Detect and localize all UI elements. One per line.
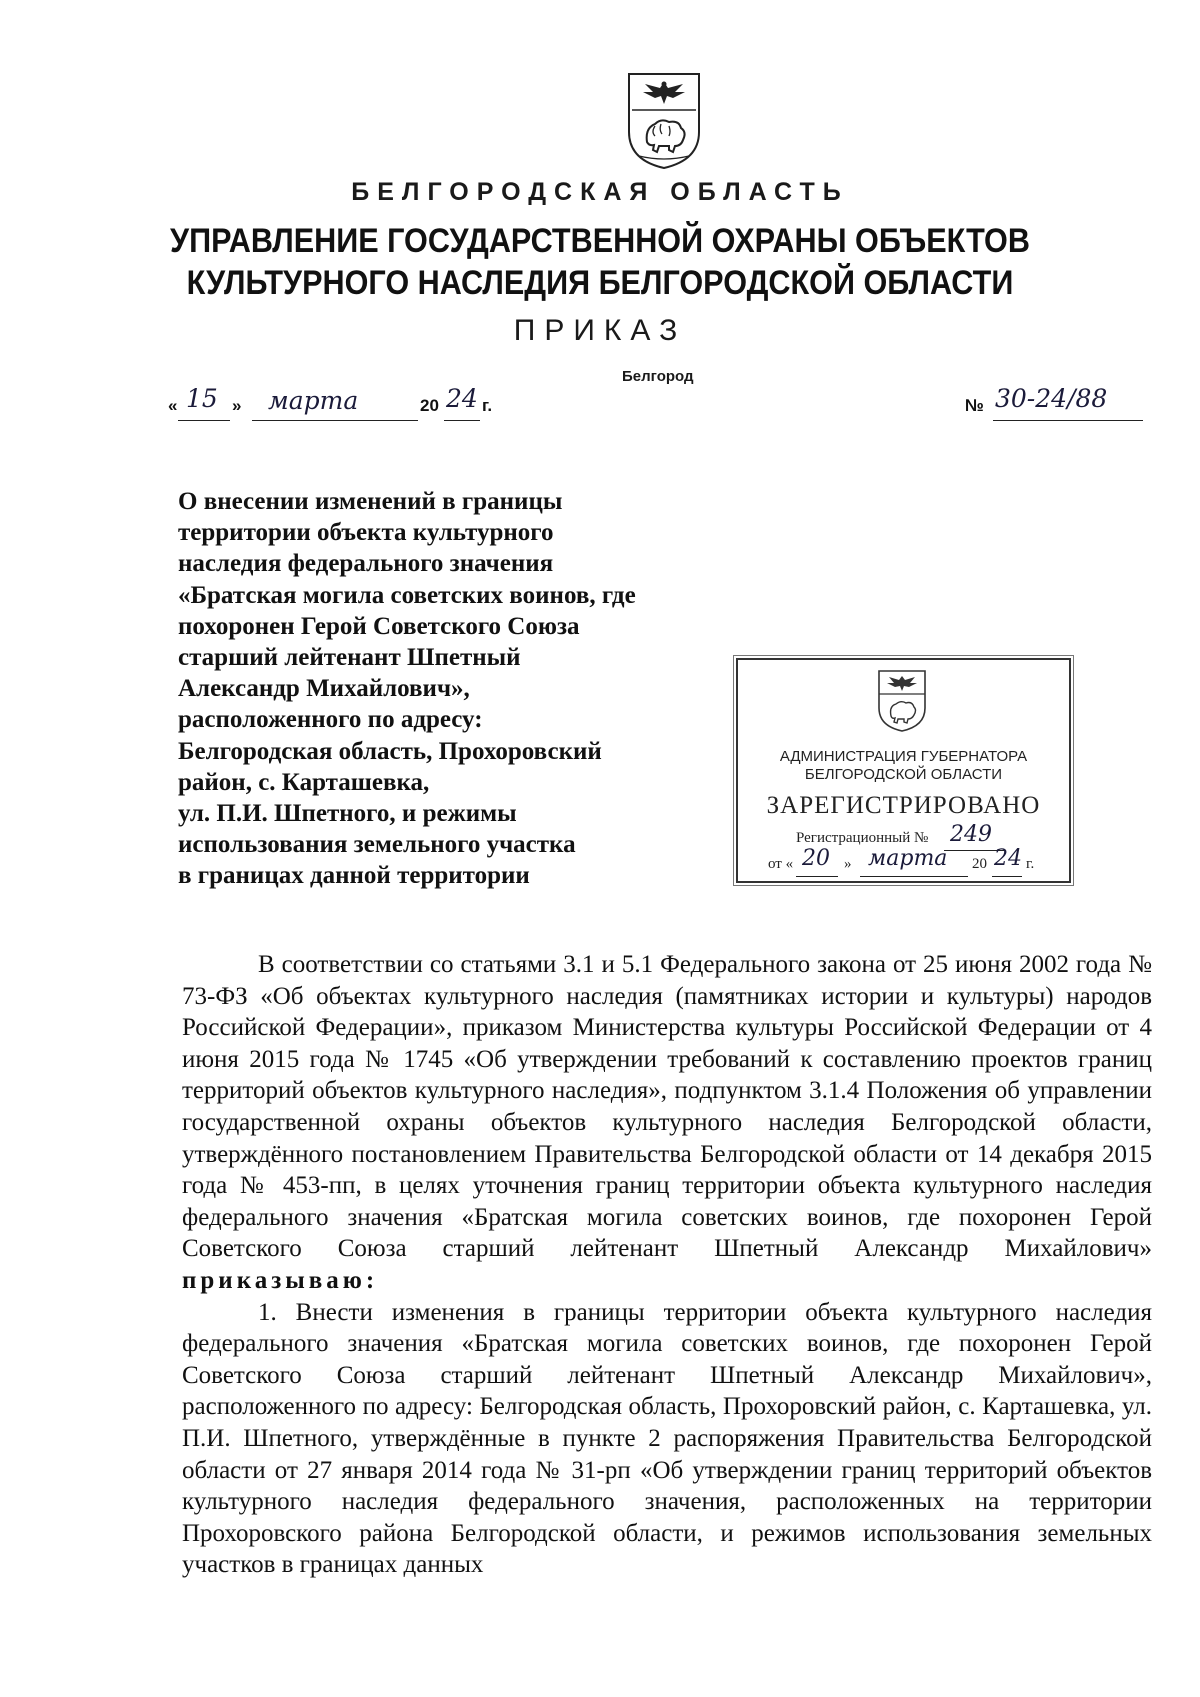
number-prefix: № (965, 396, 984, 415)
stamp-number-handwritten: 249 (950, 822, 992, 847)
stamp-day-underline (796, 876, 838, 877)
day-underline (178, 420, 230, 421)
number-underline (993, 420, 1143, 421)
stamp-month-underline (860, 876, 968, 877)
number-handwritten: 30-24/88 (995, 384, 1108, 413)
preamble-text: В соответствии со статьями 3.1 и 5.1 Федерального закона от 25 июня 2002 года № 73-ФЗ «Об объектах культурного наследия (памятниках истории и культуры) народов Российской Федерации», приказом Министерства культуры Российской Федерации от 4 июня 2015 года № 1745 «Об утверждении требований к составлению проектов границ территорий объектов культурного наследия», подпунктом 3.1.4 Положения об управлении государственной охраны объектов культурного наследия Белгородской области, утверждённого постановлением Правительства Белгородской области от 14 декабря 2015 года № 453-пп, в целях уточнения границ территории объекта культурного наследия федерального значения «Братская могила советских воинов, где похоронен Герой Советского Союза старший лейтенант Шпетный Александр Михайлович» (182, 951, 1152, 1263)
date-year-mark: г. (482, 396, 493, 415)
agency-name-line-1: УПРАВЛЕНИЕ ГОСУДАРСТВЕННОЙ ОХРАНЫ ОБЪЕКТОВ (170, 222, 1030, 260)
subject-line: О внесении изменений в границы (178, 488, 563, 515)
stamp-reg-label: Регистрационный № (796, 830, 929, 846)
order-subject (178, 486, 648, 892)
stamp-day-handwritten: 20 (802, 846, 830, 871)
stamp-administration (738, 748, 1069, 784)
subject-line: «Братская могила советских воинов, где (178, 581, 636, 609)
stamp-year-handwritten: 24 (994, 846, 1022, 871)
subject-line: район, с. Карташевка, (178, 768, 430, 796)
order-body (182, 949, 1152, 1581)
stamp-month-handwritten: марта (868, 846, 948, 871)
month-underline (252, 420, 418, 421)
date-close-quote: » (232, 396, 242, 415)
stamp-year-underline (992, 876, 1022, 877)
coat-of-arms-icon (625, 70, 703, 172)
subject-line: наследия федерального значения (178, 550, 554, 578)
stamp-admin-line-1: АДМИНИСТРАЦИЯ ГУБЕРНАТОРА (779, 748, 1028, 765)
subject-line: Александр Михайлович», (178, 675, 470, 703)
city-name: Белгород (622, 368, 694, 385)
stamp-year-mark: г. (1026, 856, 1035, 872)
stamp-admin-line-2: БЕЛГОРОДСКОЙ ОБЛАСТИ (804, 766, 1003, 783)
agency-name (60, 220, 1140, 304)
subject-line: использования земельного участка (178, 831, 576, 859)
agency-name-line-2: КУЛЬТУРНОГО НАСЛЕДИЯ БЕЛГОРОДСКОЙ ОБЛАСТИ (186, 264, 1014, 302)
order-number (965, 384, 1165, 422)
date-year-handwritten: 24 (446, 384, 478, 413)
date-year-prefix: 20 (420, 396, 439, 415)
subject-line: в границах данной территории (178, 862, 530, 890)
subject-line: ул. П.И. Шпетного, и режимы (178, 800, 517, 828)
stamp-registered: ЗАРЕГИСТРИРОВАНО (766, 792, 1041, 819)
stamp-year-prefix: 20 (972, 856, 987, 872)
stamp-date-close-quote: » (844, 856, 852, 872)
order-date (168, 384, 548, 422)
date-day-handwritten: 15 (186, 384, 218, 413)
subject-line: территории объекта культурного (178, 519, 554, 547)
region-name: БЕЛГОРОДСКАЯ ОБЛАСТЬ (351, 178, 849, 206)
document-type: ПРИКАЗ (513, 314, 687, 347)
stamp-date (768, 846, 1068, 878)
stamp-coat-of-arms-icon (876, 668, 928, 734)
date-month-handwritten: марта (268, 386, 359, 415)
subject-line: старший лейтенант Шпетный (178, 644, 521, 672)
date-open-quote: « (168, 396, 178, 415)
stamp-date-from: от « (768, 856, 794, 872)
subject-line: Белгородская область, Прохоровский (178, 737, 602, 765)
command-word: приказываю: (182, 1266, 379, 1294)
subject-line: расположенного по адресу: (178, 706, 483, 734)
clause-1-paragraph: 1. Внести изменения в границы территории объекта культурного наследия федерального значения «Братская могила советских воинов, где похоронен Герой Советского Союза старший лейтенант Шпетный Александр Михайлович», расположенного по адресу: Белгородская область, Прохоровский район, с. Карташевка, ул. П.И. Шпетного, утверждённые в пункте 2 распоряжения Правительства Белгородской области от 27 января 2014 года № 31-рп «Об утверждении границ территорий объектов культурного наследия федерального значения, расположенных на территории Прохоровского района Белгородской области, и режимов использования земельных участков в границах данных (182, 1298, 1152, 1579)
preamble-paragraph (182, 949, 1152, 1297)
year-underline (444, 420, 480, 421)
subject-line: похоронен Герой Советского Союза (178, 612, 580, 640)
registration-stamp (736, 658, 1071, 883)
